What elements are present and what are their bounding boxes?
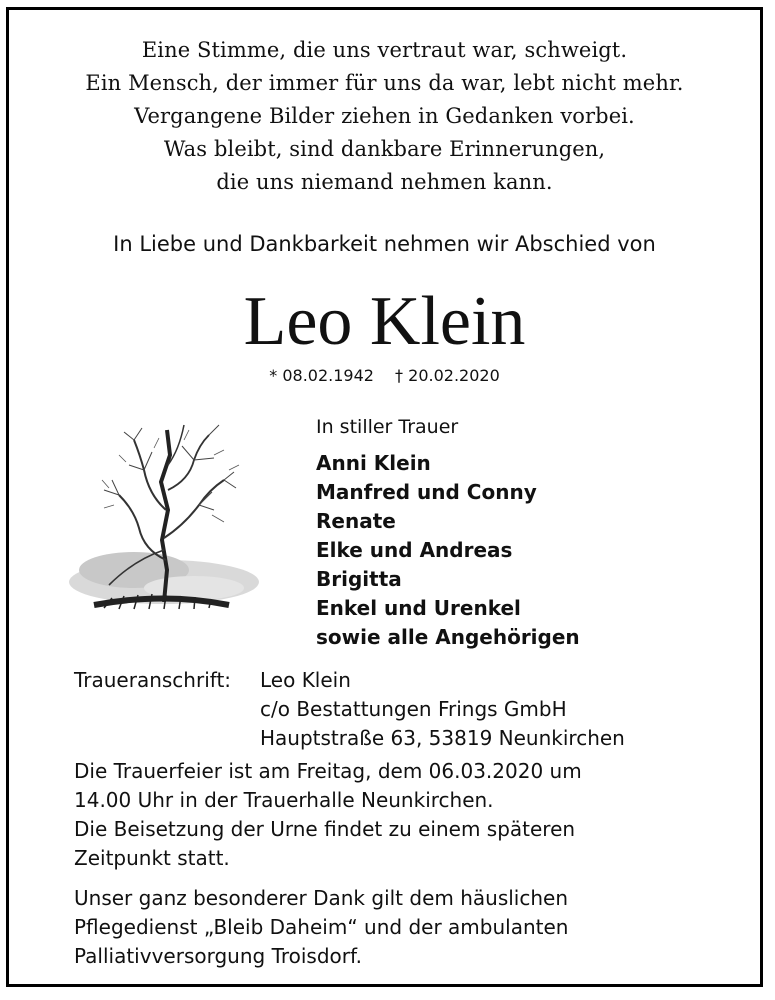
address-line: Hauptstraße 63, 53819 Neunkirchen [260, 726, 625, 750]
mourner-name: Anni Klein [316, 451, 431, 475]
mourner-name: Enkel und Urenkel [316, 596, 521, 620]
poem-line: die uns niemand nehmen kann. [216, 170, 553, 194]
address-label: Traueranschrift: [74, 668, 232, 692]
mourners-block [316, 413, 580, 652]
mourner-name: Manfred und Conny [316, 480, 537, 504]
tree-illustration-icon [64, 410, 264, 625]
thanks-line: Unser ganz besonderer Dank gilt dem häuslichen [74, 886, 569, 910]
poem-line: Vergangene Bilder ziehen in Gedanken vorbei. [134, 104, 635, 128]
intro-text: In Liebe und Dankbarkeit nehmen wir Abschied von [113, 232, 656, 256]
mourner-name: sowie alle Angehörigen [316, 625, 580, 649]
ceremony-line: Die Beisetzung der Urne findet zu einem späteren [74, 817, 576, 841]
obituary-frame [6, 7, 763, 987]
poem-line: Ein Mensch, der immer für uns da war, lebt nicht mehr. [85, 71, 684, 95]
ceremony-info [74, 757, 582, 873]
death-date: † 20.02.2020 [395, 366, 500, 385]
thanks-note [74, 884, 568, 971]
address-line: c/o Bestattungen Frings GmbH [260, 697, 567, 721]
thanks-line: Pflegedienst „Bleib Daheim“ und der ambulanten [74, 915, 569, 939]
thanks-line: Palliativversorgung Troisdorf. [74, 944, 362, 968]
deceased-name: Leo Klein [243, 283, 526, 360]
mourners-label: In stiller Trauer [316, 416, 459, 438]
mourner-name: Elke und Andreas [316, 538, 513, 562]
address-line: Leo Klein [260, 668, 351, 692]
poem-line: Eine Stimme, die uns vertraut war, schweigt. [141, 38, 628, 62]
ceremony-line: Zeitpunkt statt. [74, 846, 230, 870]
ceremony-line: 14.00 Uhr in der Trauerhalle Neunkirchen. [74, 788, 494, 812]
address-lines [260, 666, 625, 753]
ceremony-line: Die Trauerfeier ist am Freitag, dem 06.03.2020 um [74, 759, 582, 783]
mourner-name: Brigitta [316, 567, 402, 591]
birth-date: * 08.02.1942 [269, 366, 374, 385]
poem-line: Was bleibt, sind dankbare Erinnerungen, [163, 137, 606, 161]
poem [9, 34, 760, 199]
mourner-name: Renate [316, 509, 396, 533]
life-dates [9, 366, 760, 385]
